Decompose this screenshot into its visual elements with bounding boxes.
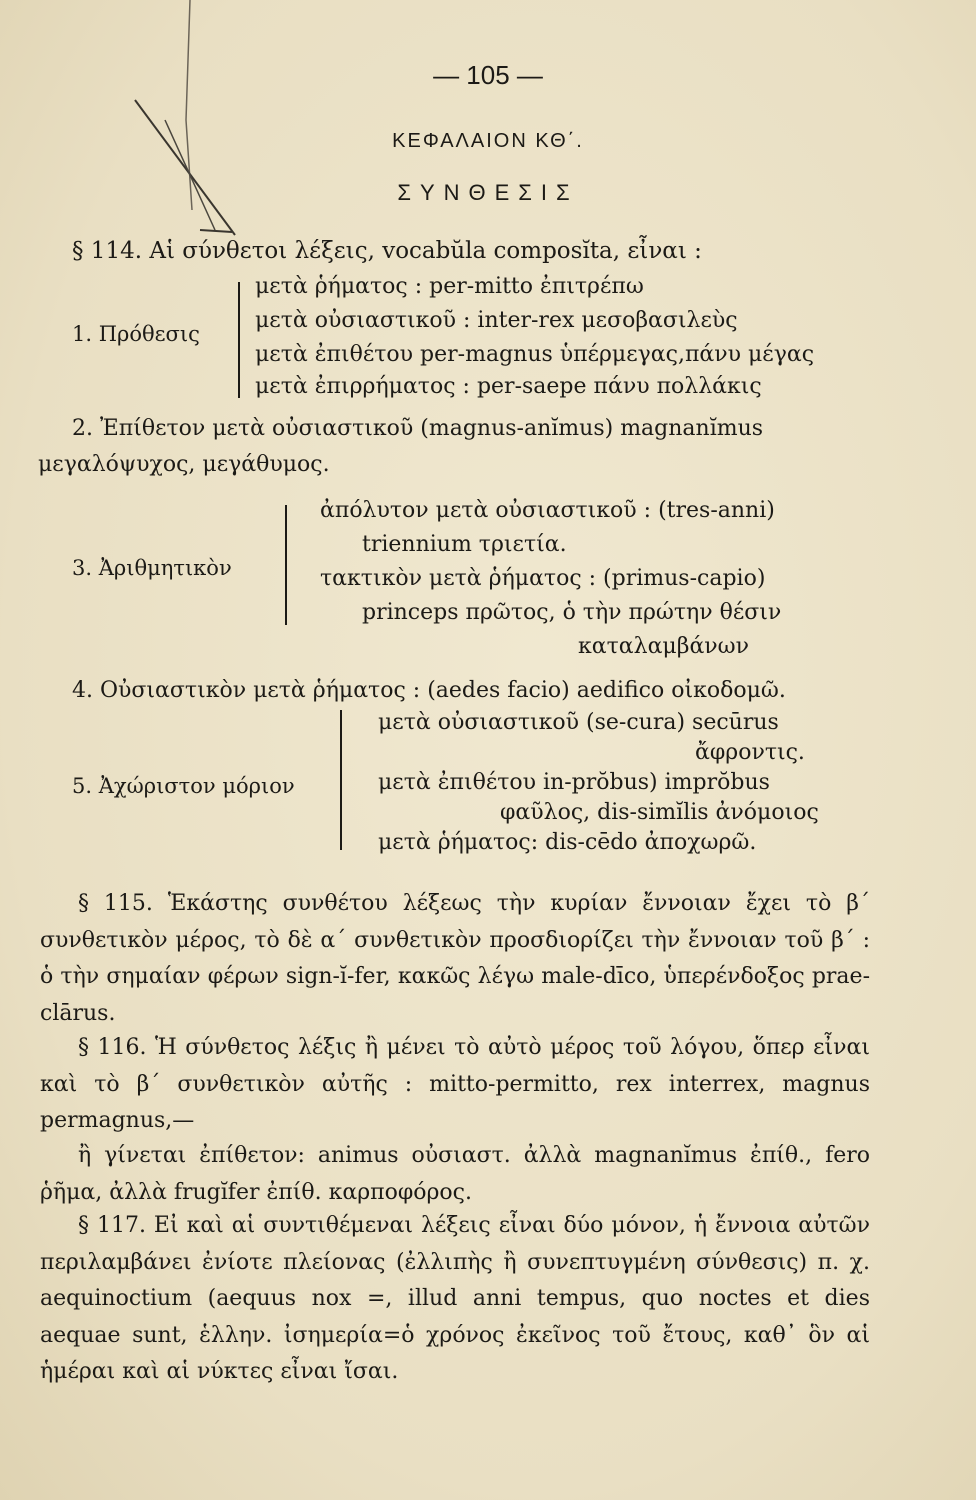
p2-line2: μεγαλόψυχος, μεγάθυμος. — [38, 452, 330, 477]
brace-5 — [340, 710, 342, 850]
s117-paragraph — [40, 1208, 870, 1391]
p5-line: ἄφροντις. — [695, 740, 805, 765]
p5-line: μετὰ ῥήματος: dis-cēdo ἀποχωρῶ. — [378, 830, 757, 855]
s115-text: § 115. Ἑκάστης συνθέτου λέξεως τὴν κυρίαν ἔννοιαν ἔχει τὸ β΄ συνθετικὸν μέρος, τὸ δὲ α΄ συνθετικὸν προσδιορίζει τὴν ἔννοιαν τοῦ β΄ : ὁ τὴν σημαίαν φέρων sign-ĭ-fer, κακῶς λέγω male-dīco, ὑπερένδοξος prae-clārus. — [40, 891, 870, 1026]
brace-3 — [285, 505, 287, 625]
p5-label: 5. Ἀχώριστον μόριον — [72, 774, 295, 798]
s116b-text: ἢ γίνεται ἐπίθετον: animus οὐσιαστ. ἀλλὰ magnanĭmus ἐπίθ., fero ῥῆμα, ἀλλὰ frugĭfer ἐπίθ. καρποφόρος. — [40, 1143, 870, 1205]
section-title: ΣΥΝΘΕΣΙΣ — [397, 180, 579, 205]
p5-line: μετὰ οὐσιαστικοῦ (se-cura) secūrus — [378, 710, 779, 735]
p3-line: ἀπόλυτον μετὰ οὐσιαστικοῦ : (tres-anni) — [320, 498, 775, 523]
p1-item: μετὰ ἐπιθέτου per-magnus ὑπέρμεγας,πάνυ μέγας — [255, 342, 815, 367]
s116-paragraph — [40, 1030, 870, 1140]
s115-paragraph — [40, 886, 870, 1032]
p1-label: 1. Πρόθεσις — [72, 322, 200, 346]
page-number: — 105 — — [433, 60, 543, 90]
brace-1 — [238, 282, 240, 398]
p5-line: μετὰ ἐπιθέτου in-prŏbus) imprŏbus — [378, 770, 770, 795]
p5-line: φαῦλος, dis-simĭlis ἀνόμοιος — [500, 800, 819, 825]
p4-line: 4. Οὐσιαστικὸν μετὰ ῥήματος : (aedes facio) aedifico οἰκοδομῶ. — [72, 678, 786, 703]
p3-line: princeps πρῶτος, ὁ τὴν πρώτην θέσιν — [362, 600, 782, 625]
s116b-paragraph — [40, 1138, 870, 1211]
p1-item: μετὰ οὐσιαστικοῦ : inter-rex μεσοβασιλεὺς — [255, 308, 738, 333]
chapter-heading: ΚΕΦΑΛΑΙΟΝ ΚΘ΄. — [392, 130, 584, 152]
p1-item: μετὰ ἐπιρρήματος : per-saepe πάνυ πολλάκις — [255, 374, 762, 399]
p3-line: triennium τριετία. — [362, 532, 567, 557]
p3-line: καταλαμβάνων — [578, 634, 749, 659]
s117-text: § 117. Εἰ καὶ αἱ συντιθέμεναι λέξεις εἶναι δύο μόνον, ἡ ἔννοια αὐτῶν περιλαμβάνει ἐνίοτε πλείονας (ἐλλιπὴς ἢ συνεπτυγμένη σύνθεσις) π. χ. aequinoctium (aequus nox =, illud anni tempus, quo noctes et dies aequae sunt, ἑλλην. ἰσημερία=ὁ χρόνος ἐκεῖνος τοῦ ἔτους, καθ᾽ ὃν αἱ ἡμέραι καὶ αἱ νύκτες εἶναι ἴσαι. — [40, 1213, 870, 1384]
p1-item: μετὰ ῥήματος : per-mitto ἐπιτρέπω — [255, 274, 644, 299]
s114-intro: § 114. Αἱ σύνθετοι λέξεις, vocabŭla composĭta, εἶναι : — [72, 238, 702, 264]
p3-line: τακτικὸν μετὰ ῥήματος : (primus-capio) — [320, 566, 766, 591]
p3-label: 3. Ἀριθμητικὸν — [72, 556, 232, 580]
s116-text: § 116. Ἡ σύνθετος λέξις ἢ μένει τὸ αὐτὸ μέρος τοῦ λόγου, ὅπερ εἶναι καὶ τὸ β΄ συνθετικὸν αὐτῆς : mitto-permitto, rex interrex, magnus permagnus,— — [40, 1035, 870, 1133]
p2-line1: 2. Ἐπίθετον μετὰ οὐσιαστικοῦ (magnus-anĭmus) magnanĭmus — [72, 416, 764, 441]
